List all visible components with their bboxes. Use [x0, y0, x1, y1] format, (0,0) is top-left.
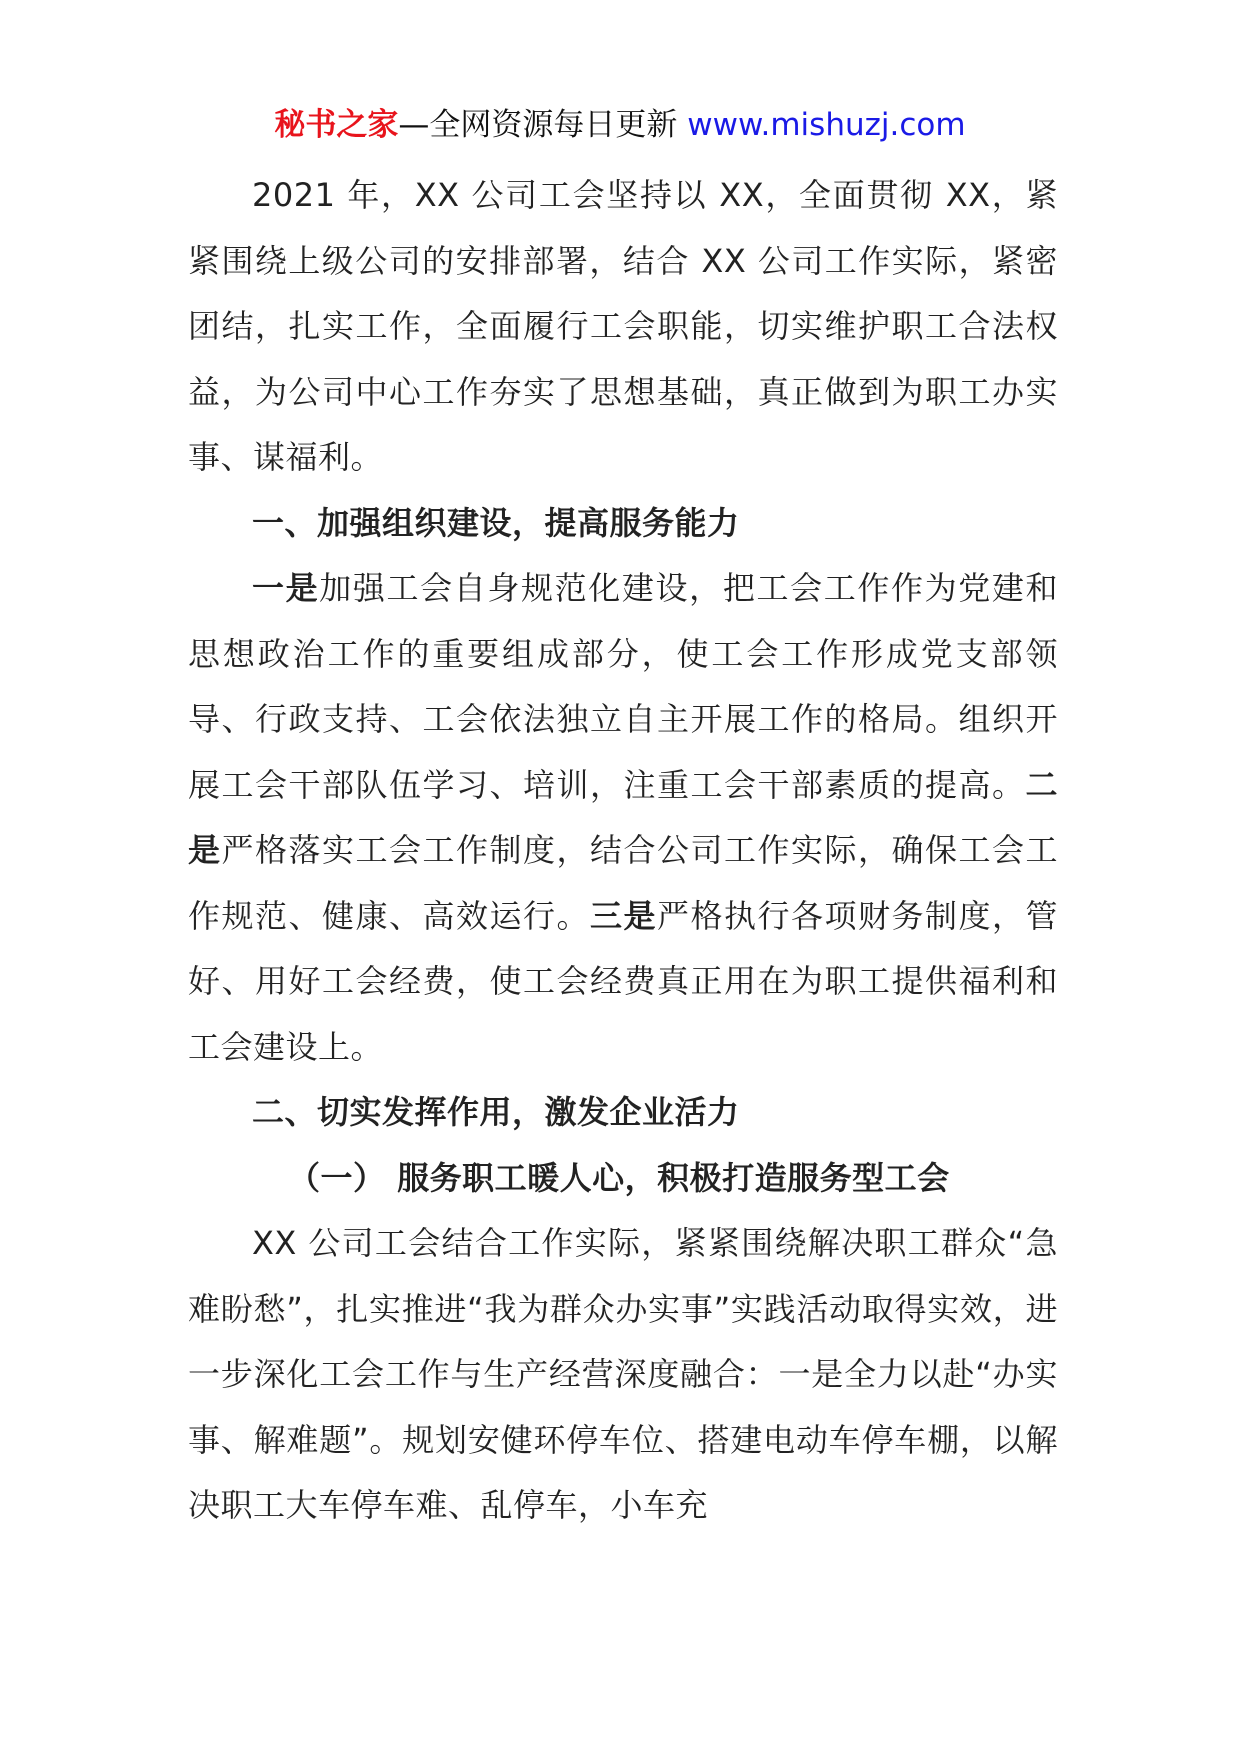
section-1-paragraph	[188, 556, 1058, 1080]
section-1-heading: 一、加强组织建设，提高服务能力	[252, 503, 740, 542]
section-1-text-2: 严格落实工会工作制度，结合公司工作实际，确保工会工作规范、健康、高效运行。	[188, 831, 1058, 935]
intro-paragraph: 2021 年，XX 公司工会坚持以 XX，全面贯彻 XX，紧紧围绕上级公司的安排部署，结合 XX 公司工作实际，紧密团结，扎实工作，全面履行工会职能，切实维护职工合法权益，为公司中心工作夯实了思想基础，真正做到为职工办实事、谋福利。	[188, 176, 1058, 476]
section-1-text-3: 严格执行各项财务制度，管好、用好工会经费，使工会经费真正用在为职工提供福利和工会建设上。	[188, 896, 1058, 1066]
header-tagline: —全网资源每日更新	[398, 107, 688, 143]
subsection-1-heading: （一） 服务职工暖人心，积极打造服务型工会	[288, 1158, 950, 1197]
page-header	[0, 100, 1240, 150]
lead-term-2: 二是	[188, 765, 1058, 869]
section-1-text-1: 加强工会自身规范化建设，把工会工作作为党建和思想政治工作的重要组成部分，使工会工作形成党支部领导、行政支持、工会依法独立自主开展工作的格局。组织开展工会干部队伍学习、培训，注重工会干部素质的提高。	[188, 569, 1058, 804]
section-2-paragraph: XX 公司工会结合工作实际，紧紧围绕解决职工群众“急难盼愁”，扎实推进“我为群众办实事”实践活动取得实效，进一步深化工会工作与生产经营深度融合：一是全力以赴“办实事、解难题”。规划安健环停车位、搭建电动车停车棚，以解决职工大车停车难、乱停车，小车充	[188, 1224, 1058, 1524]
lead-term-1: 一是	[252, 569, 320, 607]
lead-term-3: 三是	[589, 896, 657, 935]
website-link[interactable]: www.mishuzj.com	[687, 107, 966, 143]
section-2-heading: 二、切实发挥作用，激发企业活力	[252, 1093, 740, 1131]
document-body	[188, 163, 1058, 1539]
brand-name: 秘书之家	[274, 107, 399, 143]
